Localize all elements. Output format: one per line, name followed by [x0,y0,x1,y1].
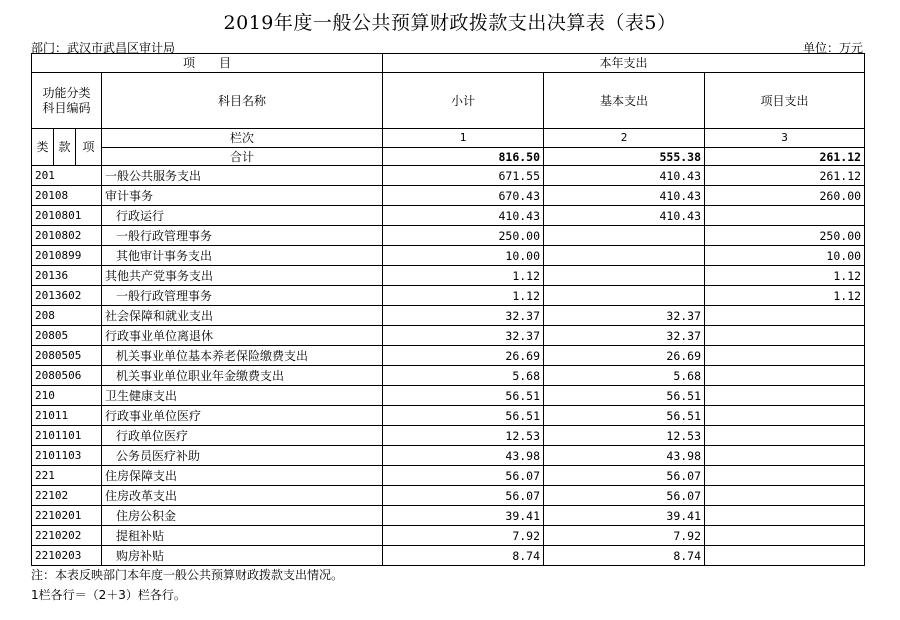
row-project [705,346,865,366]
table-row [32,346,865,366]
row-basic: 39.41 [544,506,705,526]
row-subtotal: 43.98 [383,446,544,466]
row-basic: 12.53 [544,426,705,446]
footnote-1: 注：本表反映部门本年度一般公共预算财政拨款支出情况。 [31,568,344,582]
row-name: 一般行政管理事务 [102,226,383,246]
row-subtotal: 7.92 [383,526,544,546]
row-basic: 32.37 [544,326,705,346]
xiang-header: 项 [76,129,102,166]
col3-index: 3 [705,129,865,148]
row-name: 一般公共服务支出 [102,166,383,186]
row-code: 2210201 [32,506,102,526]
column-index-label: 栏次 [102,129,383,148]
row-project: 250.00 [705,226,865,246]
row-basic [544,286,705,306]
expenditure-table [31,53,865,566]
row-name: 机关事业单位职业年金缴费支出 [102,366,383,386]
row-project [705,446,865,466]
row-subtotal: 12.53 [383,426,544,446]
row-project: 10.00 [705,246,865,266]
row-code: 2013602 [32,286,102,306]
row-name: 住房保障支出 [102,466,383,486]
row-project [705,406,865,426]
row-subtotal: 56.51 [383,386,544,406]
row-name: 社会保障和就业支出 [102,306,383,326]
row-code: 201 [32,166,102,186]
row-basic: 410.43 [544,186,705,206]
table-row [32,266,865,286]
total-project: 261.12 [705,148,865,166]
row-basic: 56.07 [544,486,705,506]
col1-index: 1 [383,129,544,148]
row-project [705,466,865,486]
row-basic [544,246,705,266]
row-basic [544,266,705,286]
table-row [32,186,865,206]
row-code: 208 [32,306,102,326]
row-name: 其他共产党事务支出 [102,266,383,286]
row-code: 22102 [32,486,102,506]
row-basic [544,226,705,246]
project-header: 项目支出 [705,73,865,129]
row-project [705,546,865,566]
department-label: 部门：武汉市武昌区审计局 [31,41,176,55]
row-code: 2210202 [32,526,102,546]
row-code: 21011 [32,406,102,426]
table-row [32,286,865,306]
item-header: 项 目 [32,54,383,73]
row-basic: 410.43 [544,206,705,226]
row-project [705,306,865,326]
row-subtotal: 32.37 [383,326,544,346]
row-subtotal: 410.43 [383,206,544,226]
row-project [705,326,865,346]
row-name: 行政运行 [102,206,383,226]
report-title: 2019年度一般公共预算财政拨款支出决算表（表5） [223,12,677,34]
table-row [32,326,865,346]
row-subtotal: 26.69 [383,346,544,366]
row-basic: 43.98 [544,446,705,466]
row-subtotal: 8.74 [383,546,544,566]
row-code: 2101103 [32,446,102,466]
row-name: 公务员医疗补助 [102,446,383,466]
row-project [705,366,865,386]
row-project [705,386,865,406]
row-name: 住房改革支出 [102,486,383,506]
row-project: 260.00 [705,186,865,206]
table-row [32,246,865,266]
row-basic: 32.37 [544,306,705,326]
row-name: 机关事业单位基本养老保险缴费支出 [102,346,383,366]
expense-group-header: 本年支出 [383,54,865,73]
table-row [32,226,865,246]
row-code: 20805 [32,326,102,346]
row-basic: 5.68 [544,366,705,386]
total-basic: 555.38 [544,148,705,166]
row-name: 审计事务 [102,186,383,206]
subject-name-header: 科目名称 [102,73,383,129]
table-row [32,406,865,426]
col2-index: 2 [544,129,705,148]
total-label: 合计 [102,148,383,166]
row-subtotal: 671.55 [383,166,544,186]
table-row [32,306,865,326]
row-name: 行政事业单位医疗 [102,406,383,426]
row-code: 2080505 [32,346,102,366]
row-name: 一般行政管理事务 [102,286,383,306]
kuan-header: 款 [54,129,76,166]
row-project [705,486,865,506]
basic-header: 基本支出 [544,73,705,129]
func-code-header: 功能分类 科目编码 [32,73,102,129]
row-name: 提租补贴 [102,526,383,546]
subtotal-header: 小计 [383,73,544,129]
row-subtotal: 10.00 [383,246,544,266]
row-basic: 56.51 [544,406,705,426]
table-row [32,206,865,226]
row-subtotal: 670.43 [383,186,544,206]
row-basic: 7.92 [544,526,705,546]
row-project [705,506,865,526]
row-code: 2101101 [32,426,102,446]
row-subtotal: 1.12 [383,266,544,286]
total-row [32,148,865,166]
unit-label: 单位：万元 [802,41,863,55]
row-code: 2010899 [32,246,102,266]
row-code: 2210203 [32,546,102,566]
row-project [705,426,865,446]
row-subtotal: 39.41 [383,506,544,526]
table-row [32,486,865,506]
table-row [32,386,865,406]
row-code: 20108 [32,186,102,206]
row-subtotal: 56.51 [383,406,544,426]
table-row [32,526,865,546]
table-row [32,166,865,186]
row-name: 卫生健康支出 [102,386,383,406]
row-project [705,206,865,226]
row-code: 20136 [32,266,102,286]
row-basic: 410.43 [544,166,705,186]
row-name: 行政单位医疗 [102,426,383,446]
row-subtotal: 56.07 [383,486,544,506]
row-basic: 56.07 [544,466,705,486]
row-basic: 8.74 [544,546,705,566]
row-subtotal: 56.07 [383,466,544,486]
row-code: 221 [32,466,102,486]
row-subtotal: 250.00 [383,226,544,246]
row-name: 行政事业单位离退休 [102,326,383,346]
row-project: 1.12 [705,286,865,306]
row-project: 261.12 [705,166,865,186]
row-subtotal: 5.68 [383,366,544,386]
row-code: 2010802 [32,226,102,246]
row-code: 210 [32,386,102,406]
row-basic: 56.51 [544,386,705,406]
total-subtotal: 816.50 [383,148,544,166]
row-project [705,526,865,546]
footnote-2: 1栏各行＝（2＋3）栏各行。 [31,588,186,602]
table-row [32,506,865,526]
row-name: 住房公积金 [102,506,383,526]
row-name: 其他审计事务支出 [102,246,383,266]
row-basic: 26.69 [544,346,705,366]
row-subtotal: 32.37 [383,306,544,326]
table-row [32,426,865,446]
lei-header: 类 [32,129,54,166]
table-row [32,546,865,566]
table-row [32,446,865,466]
row-code: 2080506 [32,366,102,386]
table-row [32,466,865,486]
row-code: 2010801 [32,206,102,226]
row-name: 购房补贴 [102,546,383,566]
table-row [32,366,865,386]
row-subtotal: 1.12 [383,286,544,306]
row-project: 1.12 [705,266,865,286]
